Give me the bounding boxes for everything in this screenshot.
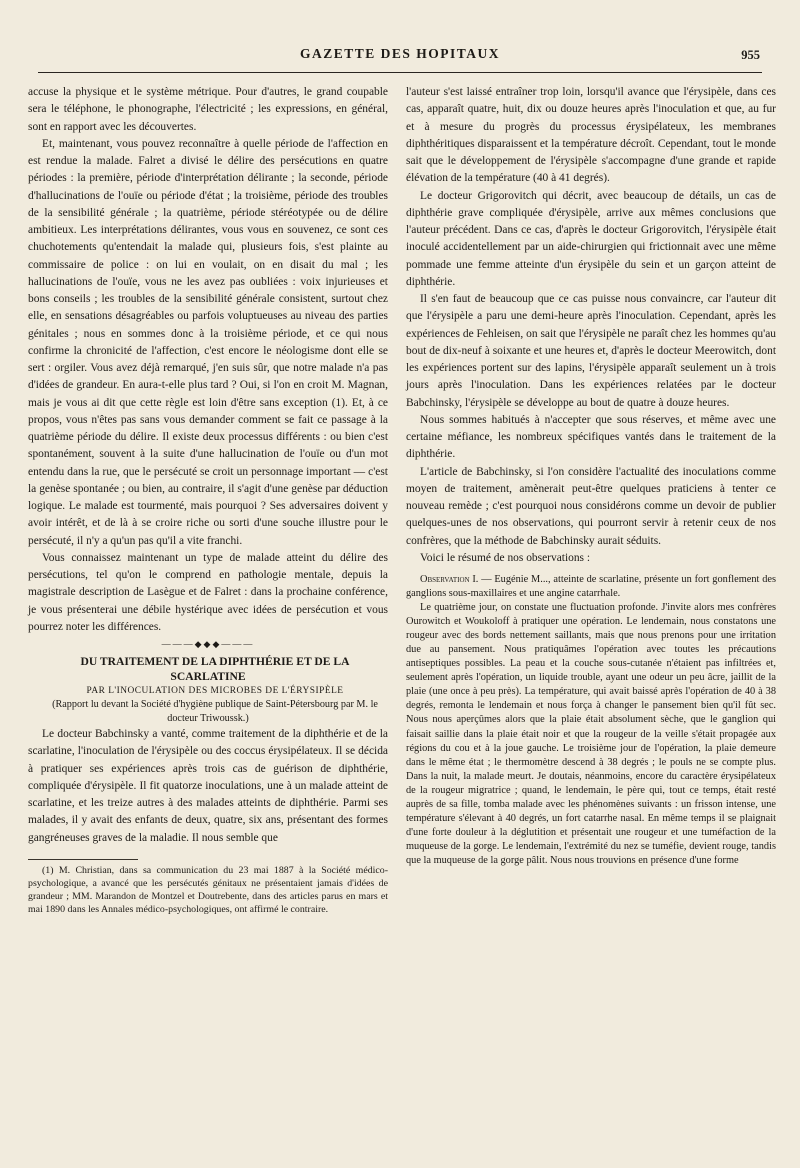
article-title: DU TRAITEMENT DE LA DIPHTHÉRIE ET DE LA SCARLATINE	[80, 655, 350, 683]
paragraph: Vous connaissez maintenant un type de malade atteint du délire des persécutions, tel qu'on le comprend en pathologie mentale, depuis la magistrale description de Lasègue et de Falret : dans la prochaine conférence, je vous présenterai une débile hystérique avec idées de persécution et vous pourrez noter les différences.	[28, 551, 388, 633]
observation-label: Observation I.	[420, 574, 479, 585]
paragraph: accuse la physique et le système métrique. Pour d'autres, le grand coupable sera le téléphone, le phonographe, l'électricité ; les expressions, en général, sont en rapport avec les découvertes.	[28, 86, 388, 133]
page-header	[40, 46, 760, 70]
paragraph: Nous sommes habitués à n'accepter que sous réserves, et même avec une certaine méfiance, les nombreux spécifiques vantés dans le traitement de la diphthérie.	[406, 413, 776, 461]
paragraph: Voici le résumé de nos observations :	[420, 551, 591, 564]
paragraph: L'article de Babchinsky, si l'on considère l'actualité des inoculations comme moyen de traitement, amènerait peut-être quelques praticiens à tenter ce nouveau remède ; c'est pourquoi nous considérons comme un devoir de publier quelques-unes de nos observations, qui pourront servir à retenir ceux de nos confrères, que la méthode de Babchinsky aurait séduits.	[406, 465, 776, 547]
observation-paragraph	[406, 573, 776, 601]
paragraph: l'auteur s'est laissé entraîner trop loin, lorsqu'il avance que l'érysipèle, dans ces cas, apparaît quatre, huit, dix ou douze heures après l'inoculation et que, au fur et à mesure du progrès du processus érysipélateux, les membranes diphthéritiques disparaissent et la température décroît. Cependant, tout le monde sait que le développement de l'érysipèle s'accompagne d'une grande et rapide élévation de la température (40 à 41 degrés).	[406, 86, 776, 185]
footnote-rule	[28, 859, 138, 860]
paragraph: Il s'en faut de beaucoup que ce cas puisse nous convaincre, car l'auteur dit que l'érysipèle a paru une demi-heure après l'inoculation. Cependant, après les expériences de Fehleisen, on sait que l'érysipèle ne paraît chez les hommes qu'au bout de dix-neuf à soixante et une heures et, d'après le docteur Meerowitch, dont les expériences portent sur des lapins, l'érysipèle apparaît seulement un à trois jours après l'inoculation. Dans les expériences relatées par le docteur Babchinsky, l'érysipèle se développe au bout de quatre à douze heures.	[406, 293, 776, 409]
page-number: 955	[741, 48, 760, 62]
article-note: (Rapport lu devant la Société d'hygiène publique de Saint-Pétersbourg par M. le docteur Triwoussk.)	[52, 699, 378, 724]
header-rule	[38, 72, 762, 73]
paragraph: Le docteur Babchinsky a vanté, comme traitement de la diphthérie et de la scarlatine, l'inoculation de l'érysipèle ou des coccus érysipélateux. Il se décida à pratiquer ses expériences après trois cas de guérison de diphthérie, compliquée d'érysipèle. Il fit quatorze inoculations, une à un malade atteint de scarlatine, et les treize autres à des malades atteints de diphthérie. Parmi ses malades, il y avait des enfants de deux, quatre, six ans, présentant des formes gangréneuses graves de la maladie. Il nous semble que	[28, 728, 388, 844]
paragraph: Et, maintenant, vous pouvez reconnaître à quelle période de l'affection en est rendue la malade. Falret a divisé le délire des persécutions en quatre périodes : la première, période d'interprétation délirante ; la seconde, période d'hallucinations de l'ouïe ou période d'état ; la troisième, période des troubles de la sensibilité générale ; la quatrième, période stéréotypée ou de délire ambitieux. Les interprétations délirantes, vous vous en souvenez, ce sont ces chuchotements qu'entendait la malade qui, plusieurs fois, s'est plainte au commissaire de police : on lui en voulait, on en disait du mal ; les hallucinations de l'ouïe, vous ne les avez pas oubliées : voix injurieuses et bons conseils ; les troubles de la sensibilité générale consistent, surtout chez elle, en sensations désagréables ou parfois voluptueuses au niveau des parties génitales ; nous en sommes donc à la troisième période, et ce qui nous confirme la chronicité de l'affection, c'est encore le néologisme dont elle se sert : orgiler. Vous avez déjà remarqué, j'en suis sûr, que notre malade n'a pas d'idées de grandeur. En aura-t-elle plus tard ? Oui, si l'on en croit M. Magnan, mais je vous ai dit que cette règle est loin d'être sans exception (1). Et, à ce propos, vous n'êtes pas sans vous demander comment se fait ce passage à la quatrième période du délire. Il existe deux processus différents : ou bien c'est spontanément, souvent à la suite d'une hallucination de l'ouïe ou d'un mot entendu dans la rue, que le persécuté se croit un personnage important — c'est la genèse spontanée ; ou bien, au contraire, il s'agit d'une genèse par déduction logique. Le malade est tourmenté, mais pourquoi ? Ses adversaires doivent y avoir intérêt, et de là à se croire riche ou sorti d'une souche illustre pour le persécuté, il n'y a qu'un pas qu'il a vite franchi.	[28, 137, 388, 547]
section-separator: ———◆◆◆———	[161, 639, 255, 649]
footnote: (1) M. Christian, dans sa communication du 23 mai 1887 à la Société médico-psychologique, a avancé que les persécutés génitaux ne présentaient jamais d'idées de grandeur ; MM. Marandon de Montzel et Doutrebente, dans des articles parus en mars et mai 1890 dans les Annales médico-psychologiques, ont affirmé le contraire.	[28, 864, 388, 916]
observation-paragraph: Le quatrième jour, on constate une fluctuation profonde. J'invite alors mes confrères Ourowitch et Woukoloff à pratiquer une opération. Le lendemain, nous constatons une rougeur avec des bords nettement saillants, mais que nous prenons pour une irritation due au pansement. Nous pratiquâmes l'opération avec toutes les précautions antiseptiques possibles. La peau et la couche sous-cutanée n'étaient pas infiltrées et, seulement après l'opération, un liquide trouble, ayant une odeur un peu âcre, jaillit de la plaie (une once à peu près). La température, qui avait baissé après l'opération de 40 à 38 degrés, remonta le lendemain et nous força à changer le pansement bien qu'il fût sec. Nous nous aperçûmes alors que la plaie était absolument sèche, que le ganglion qui faisait saillie dans la plaie était noir et que la rougeur de la veille s'était propagée aux régions du cou et à la joue gauche. Le troisième jour de l'opération, la plaie demeure dans le même état ; le thermomètre descend à 38 degrés ; le pouls ne se compte plus. Dans la nuit, la malade meurt. Je doutais, néanmoins, encore du caractère érysipélateux de la rougeur migratrice ; quand, le lendemain, le père qui, tout ce temps, était resté auprès de sa fille, tomba malade avec les phénomènes suivants : un frisson intense, une température s'élevant à 40 degrés, un fort catarrhe nasal. En même temps il se plaignait d'une forte douleur à la déglutition et présentait une rougeur et une tuméfaction de la muqueuse de la gorge. Le lendemain, l'extrémité du nez se tuméfie, devient rouge, tandis que la muqueuse de la gorge pâlit. Nous nous trouvions en présence d'une forme	[406, 602, 776, 866]
paragraph: Le docteur Grigorovitch qui décrit, avec beaucoup de détails, un cas de diphthérie grave compliquée d'érysipèle, arrive aux mêmes conclusions que l'auteur précédent. Dans ce cas, d'après le docteur Grigorovitch, l'érysipèle était inoculé accidentellement par un aide-chirurgien qui frictionnait avec une même pommade une femme atteinte d'un érysipèle du sein et un garçon atteint de diphthérie.	[406, 189, 776, 288]
journal-title: GAZETTE DES HOPITAUX	[299, 46, 501, 61]
article-subtitle: PAR L'INOCULATION DES MICROBES DE L'ÉRYSIPÈLE	[86, 686, 344, 696]
observation-text: — Eugénie M..., atteinte de scarlatine, présente un fort gonflement des ganglions sous-maxillaires et une angine catarrhale.	[406, 574, 776, 600]
left-column	[28, 84, 388, 916]
right-column	[406, 84, 776, 868]
